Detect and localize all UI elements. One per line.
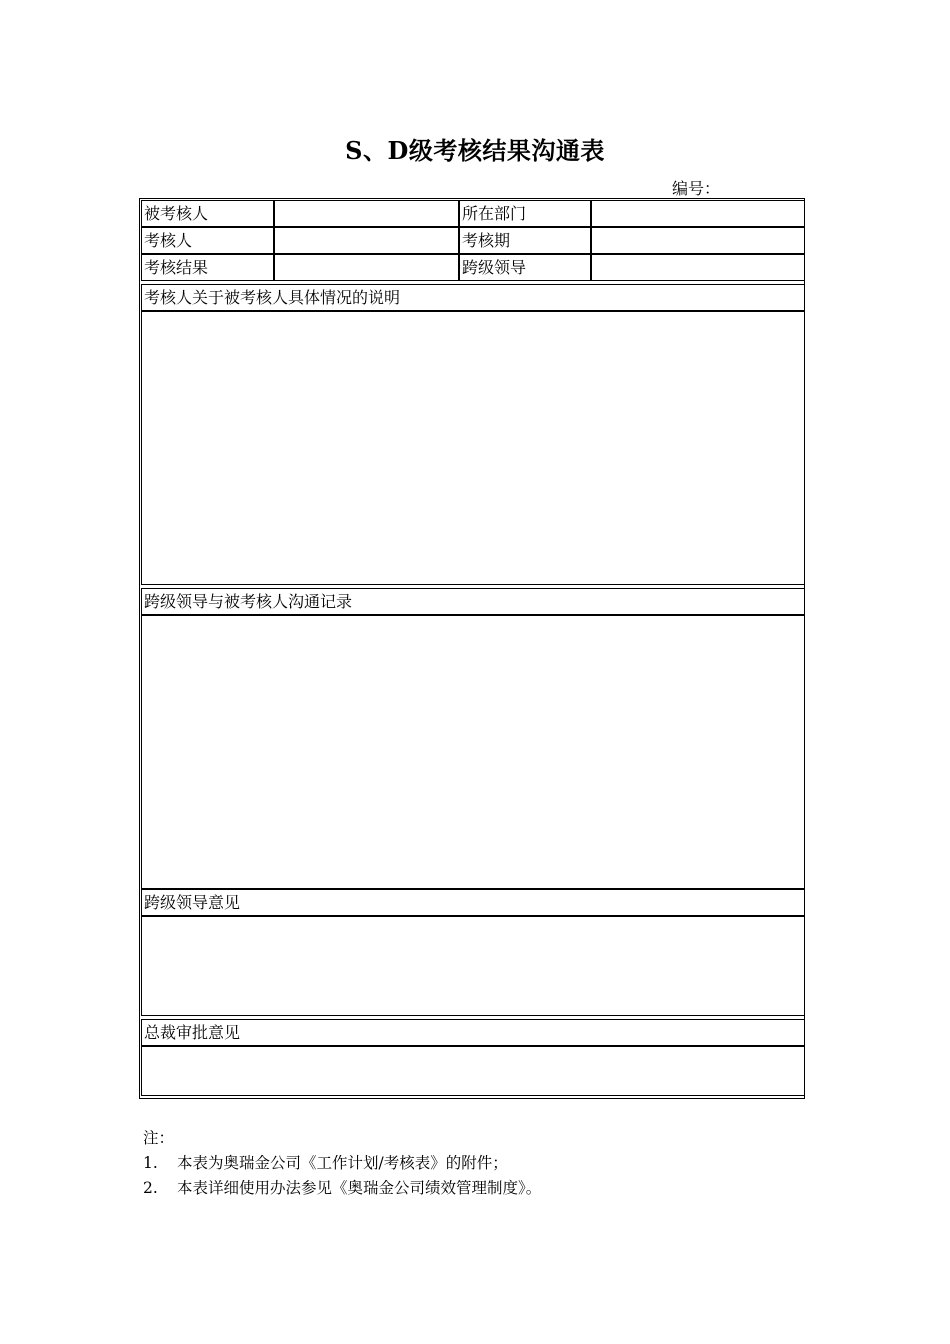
label-period: 考核期 (459, 227, 591, 254)
note-number: 1. (143, 1154, 158, 1172)
label-department: 所在部门 (459, 200, 591, 227)
note-item (143, 1151, 541, 1176)
section-content-area[interactable] (141, 615, 805, 889)
table-row (141, 254, 805, 281)
notes-label: 注： (143, 1129, 175, 1147)
section-heading: 总裁审批意见 (141, 1019, 805, 1046)
table-row (141, 200, 805, 227)
section-heading: 跨级领导意见 (141, 889, 805, 916)
section-communication-record (141, 588, 805, 889)
info-table (141, 200, 805, 281)
note-text: 本表为奥瑞金公司《工作计划/考核表》的附件； (177, 1154, 508, 1172)
section-content-area[interactable] (141, 311, 805, 585)
page-title: S、D级考核结果沟通表 (345, 136, 605, 165)
field-result[interactable] (274, 254, 459, 281)
field-department[interactable] (591, 200, 805, 227)
field-period[interactable] (591, 227, 805, 254)
field-appraiser[interactable] (274, 227, 459, 254)
section-leader-opinion (141, 889, 805, 1016)
note-item (143, 1176, 541, 1201)
section-appraiser-explanation (141, 284, 805, 585)
label-result: 考核结果 (141, 254, 274, 281)
notes (143, 1126, 541, 1201)
note-text: 本表详细使用办法参见《奥瑞金公司绩效管理制度》。 (177, 1179, 542, 1197)
table-row (141, 227, 805, 254)
note-number: 2. (143, 1179, 158, 1197)
section-heading: 考核人关于被考核人具体情况的说明 (141, 284, 805, 311)
label-appraiser: 考核人 (141, 227, 274, 254)
label-skip-level-leader: 跨级领导 (459, 254, 591, 281)
section-heading: 跨级领导与被考核人沟通记录 (141, 588, 805, 615)
section-content-area[interactable] (141, 916, 805, 1016)
label-appraisee: 被考核人 (141, 200, 274, 227)
section-content-area[interactable] (141, 1046, 805, 1096)
serial-number-label: 编号： (672, 179, 721, 198)
section-president-approval (141, 1019, 805, 1096)
field-appraisee[interactable] (274, 200, 459, 227)
field-skip-level-leader[interactable] (591, 254, 805, 281)
